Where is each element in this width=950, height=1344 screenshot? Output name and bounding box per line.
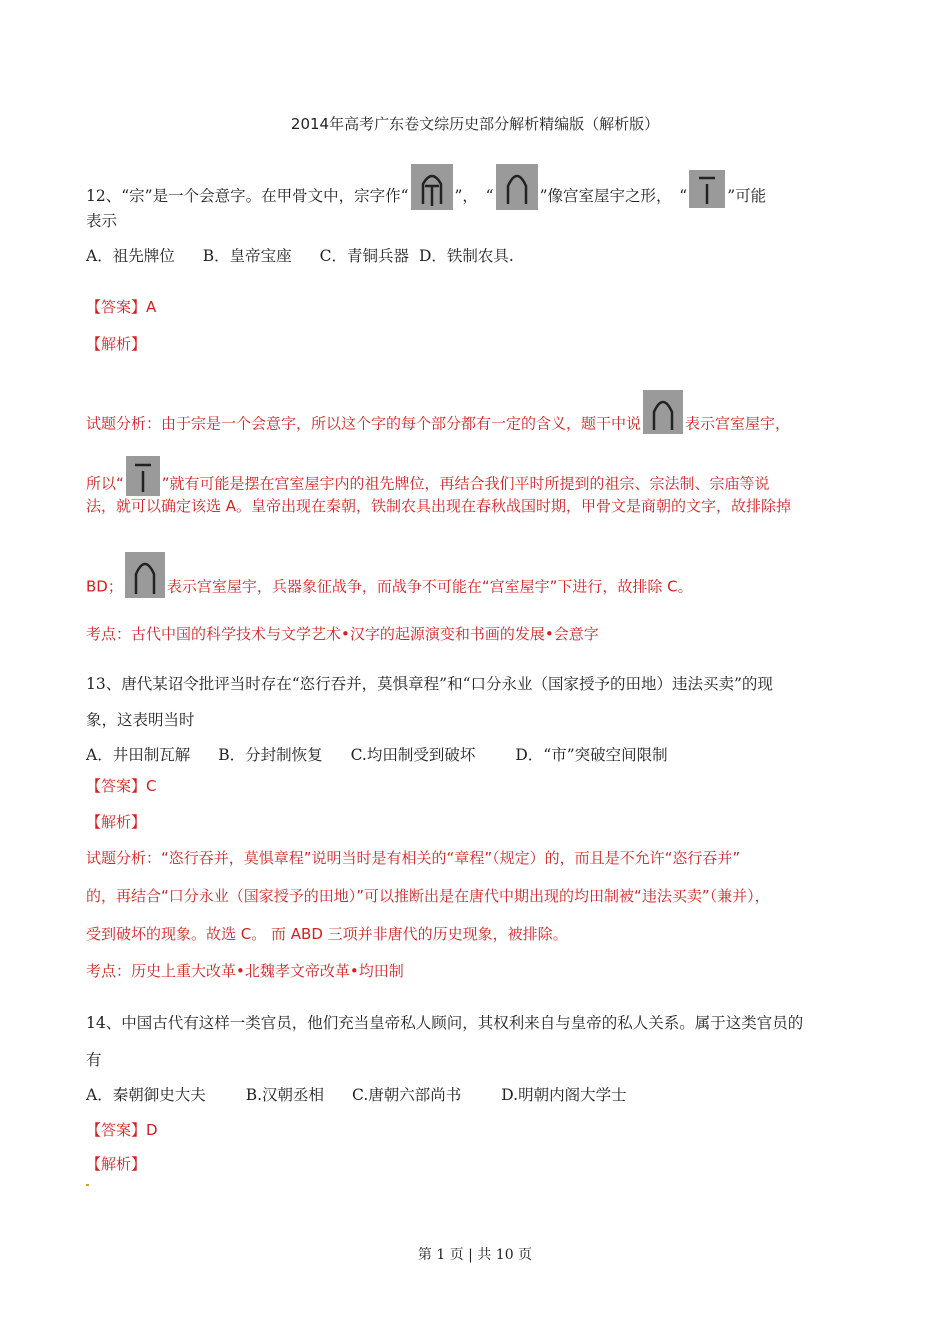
- stray-mark: [86, 1184, 89, 1186]
- q13-option-a: A．井田制瓦解: [86, 746, 191, 764]
- q12-analysis-label: 【解析】: [86, 335, 147, 353]
- q13-analysis-line: 受到破坏的现象。故选 C。 而 ABD 三项并非唐代的历史现象，被排除。: [86, 925, 568, 943]
- q12-option-c: C．青铜兵器: [319, 247, 409, 265]
- q13-option-d: D．“市”突破空间限制: [515, 746, 668, 764]
- analysis-text: 表示宫室屋宇，: [685, 414, 791, 433]
- q12-analysis-line: [86, 402, 790, 446]
- oracle-roof-glyph-icon: [496, 164, 538, 210]
- q12-option-b: B．皇帝宝座: [202, 247, 292, 265]
- q12-stem-text: ”像宫室屋宇之形， “: [539, 187, 688, 205]
- q13-analysis-line: 试题分析：“恣行吞并，莫惧章程”说明当时是有相关的“章程”（规定）的，而且是不允许“恣行吞并”: [86, 849, 741, 867]
- q12-option-d: D．铁制农具.: [418, 247, 514, 265]
- q12-stem-cont: 表示: [86, 212, 118, 230]
- analysis-text: BD；: [86, 577, 123, 596]
- analysis-text: ”就有可能是摆在宫室屋宇内的祖先牌位，再结合我们平时所提到的祖宗、宗法制、宗庙等说: [161, 474, 770, 493]
- q13-answer: 【答案】C: [86, 777, 157, 795]
- analysis-text: 试题分析：由于宗是一个会意字，所以这个字的每个部分都有一定的含义，题干中说: [86, 414, 642, 433]
- q14-option-a: A．秦朝御史大夫: [86, 1086, 206, 1104]
- q12-stem-text: ”可能: [727, 187, 767, 205]
- analysis-text: 表示宫室屋宇，兵器象征战争，而战争不可能在“宫室屋宇”下进行，故排除 C。: [166, 577, 693, 596]
- q12-kaodian: 考点：古代中国的科学技术与文学艺术•汉字的起源演变和书画的发展•会意字: [86, 625, 599, 643]
- oracle-roof-glyph-icon: [125, 552, 165, 598]
- q12-analysis-line: [86, 564, 693, 610]
- q14-options: [86, 1084, 655, 1106]
- q12-answer: 【答案】A: [86, 298, 157, 316]
- page-footer: 第 1 页 | 共 10 页: [417, 1247, 533, 1263]
- oracle-roof-glyph-icon: [643, 390, 683, 434]
- oracle-shi-glyph-icon: [126, 456, 160, 496]
- q12-stem-text: 12、“宗”是一个会意字。在甲骨文中，宗字作“: [86, 187, 409, 205]
- q12-analysis-line: 法，就可以确定该选 A。皇帝出现在秦朝，铁制农具出现在春秋战国时期，甲骨文是商朝的文字，故排除掉: [86, 497, 792, 515]
- oracle-shi-glyph-icon: [689, 170, 725, 208]
- q13-option-c: C.均田制受到破坏: [350, 746, 476, 764]
- q12-stem-text: ”， “: [454, 187, 494, 205]
- q14-stem-cont: 有: [86, 1051, 102, 1069]
- q14-option-b: B.汉朝丞相: [245, 1086, 325, 1104]
- q12-options: [86, 245, 542, 267]
- q14-analysis-label: 【解析】: [86, 1155, 147, 1173]
- q14-stem: 14、中国古代有这样一类官员，他们充当皇帝私人顾问，其权利来自与皇帝的私人关系。属于这类官员的: [86, 1014, 804, 1032]
- q12-stem: [86, 174, 766, 220]
- analysis-text: 所以“: [86, 474, 124, 493]
- q12-option-a: A．祖先牌位: [86, 247, 175, 265]
- oracle-zong-glyph-icon: [411, 164, 453, 210]
- document-title: 2014年高考广东卷文综历史部分解析精编版（解析版）: [290, 115, 660, 133]
- q14-option-d: D.明朝内阁大学士: [501, 1086, 627, 1104]
- q13-kaodian: 考点：历史上重大改革•北魏孝文帝改革•均田制: [86, 962, 404, 980]
- q13-analysis-line: 的，再结合“口分永业（国家授予的田地）”可以推断出是在唐代中期出现的均田制被“违法买卖”（兼并），: [86, 887, 770, 905]
- q13-option-b: B．分封制恢复: [218, 746, 323, 764]
- q14-answer: 【答案】D: [86, 1121, 158, 1139]
- q13-stem-cont: 象，这表明当时: [86, 711, 195, 729]
- q13-analysis-label: 【解析】: [86, 813, 147, 831]
- q13-stem: 13、唐代某诏令批评当时存在“恣行吞并，莫惧章程”和“口分永业（国家授予的田地）违法买卖”的现: [86, 675, 773, 693]
- q14-option-c: C.唐朝六部尚书: [352, 1086, 462, 1104]
- q13-options: [86, 744, 696, 766]
